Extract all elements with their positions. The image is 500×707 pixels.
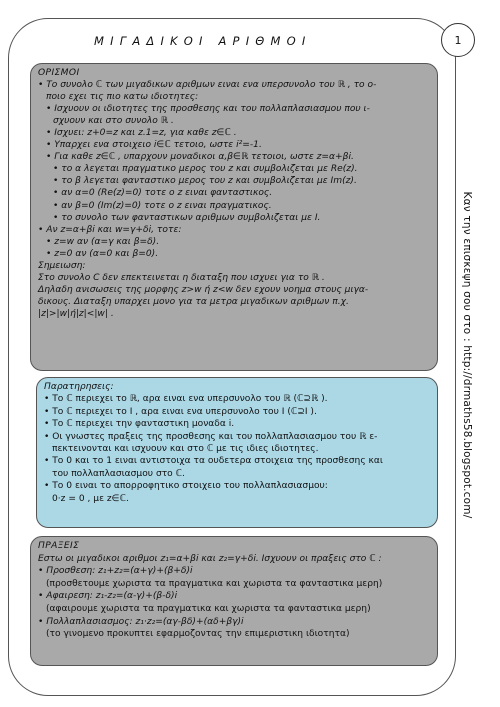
definition-line: • το συνολο των φανταστικων αριθμων συμβολιζεται με Ι. [53, 212, 321, 223]
operation-line: (το γινομενο προκυπτει εφαρμοζοντας την επιμεριστικη ιδιοτητα) [46, 629, 350, 640]
definition-line: • Αν z=α+βi και w=γ+δi, τοτε: [38, 224, 182, 235]
definition-line: ποιο εχει τις πιο κατω ιδιοτητες: [46, 92, 199, 103]
definition-line: • Ισχυουν οι ιδιοτητες της προσθεσης και του πολλαπλασιασμου που ι- [46, 104, 370, 115]
operation-line: Εστω οι μιγαδικοι αριθμοι z₁=α+βi και z₂=γ+δi. Ισχυουν οι πραξεις στο ℂ : [38, 553, 382, 564]
remark-line: του πολλαπλασιασμου στο ℂ. [52, 468, 185, 479]
remark-line: • Οι γνωστες πραξεις της προσθεσης και του πολλαπλασιασμου του ℝ ε- [44, 431, 378, 442]
operations-box [30, 536, 438, 666]
operations-heading: ΠΡΑΞΕΙΣ [38, 541, 80, 551]
operation-line: (αφαιρουμε χωριστα τα πραγματικα και χωριστα τα φανταστικα μερη) [46, 603, 371, 614]
note-heading: Σημειωση: [38, 260, 86, 271]
definition-line: • Υπαρχει ενα στοιχειο i∈ℂ τετοιο, ωστε i²=-1. [46, 140, 262, 151]
definition-line: • Για καθε z∈ℂ , υπαρχουν μοναδικοι α,β∈ℝ τετοιοι, ωστε z=α+βi. [46, 152, 354, 163]
remark-line: • Το 0 ειναι το απορροφητικο στοιχειο του πολλαπλασιασμου: [44, 481, 328, 492]
definition-line: • το α λεγεται πραγματικο μερος του z και συμβολιζεται με Re(z). [53, 164, 358, 175]
page-title: ΜΙΓΑΔΙΚΟΙ ΑΡΙΘΜΟΙ [94, 34, 312, 48]
definitions-box [30, 63, 438, 371]
definition-line: Στο συνολο C δεν επεκτεινεται η διαταξη που ισχυει για το ℝ . [38, 272, 325, 283]
definition-line: • Το συνολο ℂ των μιγαδικων αριθμων ειναι ενα υπερσυνολο του ℝ , το ο- [38, 80, 377, 91]
definition-line: • αν β=0 (Im(z)=0) τοτε ο z ειναι πραγματικος. [53, 200, 272, 211]
definition-line: • αν α=0 (Re(z)=0) τοτε ο z ειναι φανταστικος. [53, 188, 273, 199]
operation-line: • Αφαιρεση: z₁-z₂=(α-γ)+(β-δ)i [38, 591, 178, 602]
definition-line: |z|>|w|ή|z|<|w| . [38, 308, 114, 319]
remarks-heading: Παρατηρησεις: [44, 382, 114, 392]
definitions-heading: ΟΡΙΣΜΟΙ [38, 68, 80, 78]
remark-line: 0·z = 0 , με z∈ℂ. [52, 493, 129, 504]
remark-line: • Το 0 και το 1 ειναι αντιστοιχα τα ουδετερα στοιχεια της προσθεσης και [44, 456, 383, 467]
page-number: 1 [441, 23, 475, 57]
definition-line: • Ισχυει: z+0=z και z.1=z, για καθε z∈ℂ . [46, 128, 237, 139]
definition-line: • z=w αν (α=γ και β=δ). [46, 236, 160, 247]
operation-line: • Προσθεση: z₁+z₂=(α+γ)+(β+δ)i [38, 566, 193, 577]
operation-line: (προσθετουμε χωριστα τα πραγματικα και χωριστα τα φανταστικα μερη) [46, 578, 383, 589]
definition-line: σχυουν και στο συνολο ℝ . [53, 116, 174, 127]
remark-line: πεκτεινονται και ισχυουν και στο ℂ με τις ιδιες ιδιοτητες. [52, 444, 319, 455]
definition-line: • το β λεγεται φανταστικο μερος του z και συμβολιζεται με Im(z). [53, 176, 357, 187]
remark-line: • Το ℂ περιεχει το ℝ, αρα ειναι ενα υπερσυνολο του ℝ (ℂ⊇ℝ ). [44, 394, 328, 405]
definition-line: δικους. Διαταξη υπαρχει μονο για τα μετρα μιγαδικων αριθμων π.χ. [38, 296, 349, 307]
definition-line: • z=0 αν (α=0 και β=0). [46, 248, 159, 259]
remark-line: • Το ℂ περιεχει την φανταστικη μοναδα i. [44, 419, 235, 430]
blog-link-vertical[interactable]: Καν την επισκεψη σου στο : http://drmaths58.blogspot.com/ [461, 191, 473, 519]
definition-line: Δηλαδη ανισωσεις της μορφης z>w ή z<w δεν εχουν νοημα στους μιγα- [38, 284, 369, 295]
remark-line: • Το ℂ περιεχει το Ι , αρα ειναι ενα υπερσυνολο του Ι (ℂ⊇Ι ). [44, 406, 317, 417]
operation-line: • Πολλαπλασιασμος: z₁·z₂=(αγ-βδ)+(αδ+βγ)i [38, 616, 244, 627]
remarks-box [36, 377, 438, 528]
